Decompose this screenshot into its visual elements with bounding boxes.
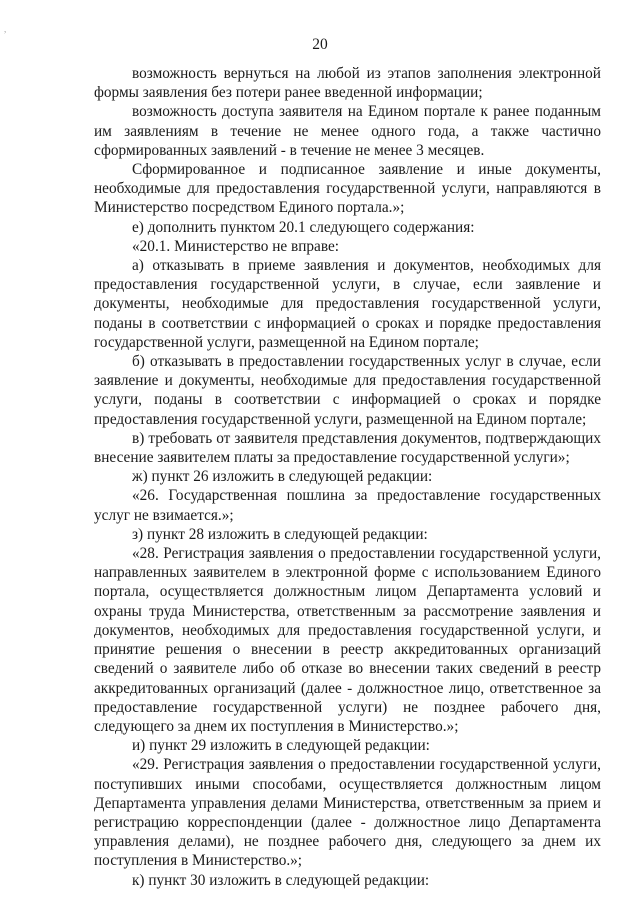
paragraph: «29. Регистрация заявления о предоставлении государственной услуги, поступивших иными способами, осуществляется должностным лицом Департамента управления делами Министерства, ответственным за прием и регистрацию корреспонденции (далее - должностное лицо Департамента управления делами), не позднее рабочего дня, следующего за днем их поступления в Министерство.»; (94, 756, 601, 870)
paragraph: б) отказывать в предоставлении государственных услуг в случае, если заявление и документы, необходимые для предоставления государственной услуги, поданы в соответствии с информацией о сроках и порядке предоставления государственной услуги, размещенной на Едином портале; (94, 353, 601, 428)
paragraph: з) пункт 28 изложить в следующей редакции: (132, 525, 428, 543)
paragraph: «26. Государственная пошлина за предоставление государственных услуг не взимается.»; (94, 487, 601, 524)
margin-mark: , (4, 24, 7, 34)
paragraph: Сформированное и подписанное заявление и иные документы, необходимые для предоставления государственной услуги, направляются в Министерство посредством Единого портала.»; (94, 161, 601, 217)
paragraph: и) пункт 29 изложить в следующей редакции: (132, 737, 430, 755)
paragraph: а) отказывать в приеме заявления и документов, необходимых для предоставления государственной услуги, в случае, если заявление и документы, необходимые для предоставления государственной услуги, поданы в соответствии с информацией о сроках и порядке предоставления государственной услуги, размещенной на Едином портале; (94, 257, 601, 351)
document-body (94, 64, 601, 890)
paragraph: в) требовать от заявителя представления документов, подтверждающих внесение заявителем платы за предоставление государственной услуги»; (94, 429, 601, 467)
paragraph: к) пункт 30 изложить в следующей редакции: (132, 871, 430, 889)
paragraph: возможность вернуться на любой из этапов заполнения электронной формы заявления без потери ранее введенной информации; (94, 65, 601, 102)
paragraph: «20.1. Министерство не вправе: (132, 237, 340, 255)
paragraph: ж) пункт 26 изложить в следующей редакции: (132, 468, 433, 486)
page-number: 20 (312, 36, 328, 53)
paragraph: е) дополнить пунктом 20.1 следующего содержания: (132, 218, 475, 236)
paragraph: «28. Регистрация заявления о предоставлении государственной услуги, направленных заявителем в электронной форме с использованием Единого портала, осуществляется должностным лицом Департамента условий и охраны труда Министерства, ответственным за рассмотрение заявления и документов, необходимых для предоставления государственной услуги, и принятие решения о внесении в реестр аккредитованных организаций сведений о заявителе либо об отказе во внесении таких сведений в реестр аккредитованных организаций (далее - должностное лицо, ответственное за предоставление государственной услуги) не позднее рабочего дня, следующего за днем их поступления в Министерство.»; (94, 545, 601, 735)
paragraph: возможность доступа заявителя на Едином портале к ранее поданным им заявлениям в течение не менее одного года, а также частично сформированных заявлений - в течение не менее 3 месяцев. (94, 103, 601, 159)
